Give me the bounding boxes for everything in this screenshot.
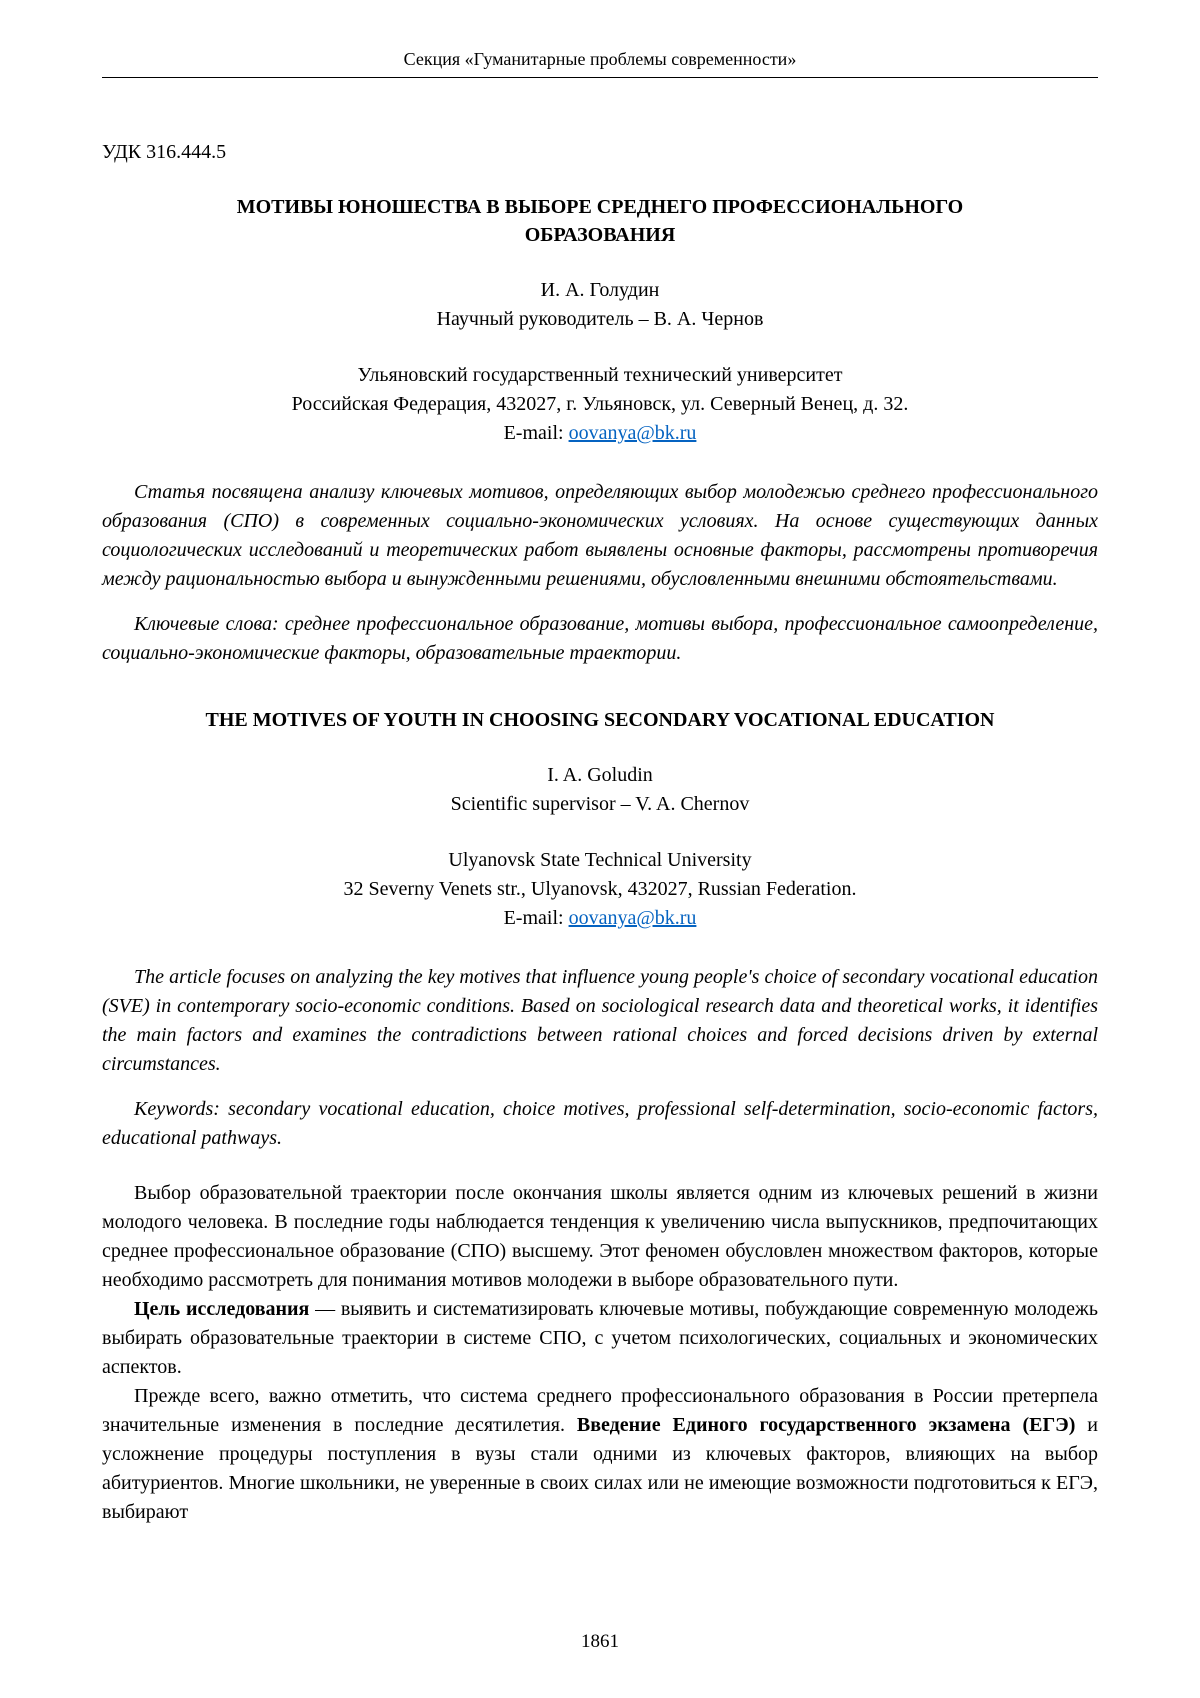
body-p3-text-b: и усложнение процедуры поступления в вузы стали одними из ключевых факторов, влияющих на выбор абитуриентов. Многие школьники, не уверенные в своих силах или не имеющие возможности подготовиться к ЕГЭ, выбирают: [102, 1414, 1098, 1524]
authors-ru-block: [102, 276, 1098, 334]
article-title-en: THE MOTIVES OF YOUTH IN CHOOSING SECONDARY VOCATIONAL EDUCATION: [205, 709, 995, 732]
body-paragraph-1: Выбор образовательной траектории после окончания школы является одним из ключевых решений в жизни молодого человека. В последние годы наблюдается тенденция к увеличению числа выпускников, предпочитающих среднее профессиональное образование (СПО) высшему. Этот феномен обусловлен множеством факторов, которые необходимо рассмотреть для понимания мотивов молодежи в выборе образовательного пути.: [102, 1182, 1098, 1292]
email-link-ru[interactable]: oovanya@bk.ru: [568, 422, 697, 445]
keywords-en: Keywords: secondary vocational education, choice motives, professional self-determination, socio-economic factors, educational pathways.: [102, 1098, 1098, 1150]
section-title: Секция «Гуманитарные проблемы современности»: [403, 49, 797, 69]
author-name-en: I. A. Goludin: [547, 764, 653, 787]
email-label-en: E-mail:: [503, 907, 569, 930]
email-line-en: [102, 904, 1098, 933]
email-label-ru: E-mail:: [503, 422, 569, 445]
body-p2-goal-label: Цель исследования: [134, 1298, 310, 1321]
supervisor-ru: Научный руководитель – В. А. Чернов: [436, 308, 764, 331]
affiliation-ru-block: [102, 361, 1098, 448]
affiliation-en-address: 32 Severny Venets str., Ulyanovsk, 432027, Russian Federation.: [343, 878, 857, 901]
affiliation-ru-address: Российская Федерация, 432027, г. Ульяновск, ул. Северный Венец, д. 32.: [291, 393, 909, 416]
body-p2-text: — выявить и систематизировать ключевые мотивы, побуждающие современную молодежь выбирать образовательные траектории в системе СПО, с учетом психологических, социальных и экономических аспектов.: [102, 1298, 1098, 1379]
body-paragraph-2: [102, 1295, 1098, 1382]
affiliation-ru-university: Ульяновский государственный технический университет: [357, 364, 843, 387]
author-name-ru: И. А. Голудин: [540, 279, 660, 302]
article-title-ru: МОТИВЫ ЮНОШЕСТВА В ВЫБОРЕ СРЕДНЕГО ПРОФЕССИОНАЛЬНОГО ОБРАЗОВАНИЯ: [236, 196, 964, 247]
body-paragraph-3: [102, 1382, 1098, 1527]
running-head: [102, 46, 1098, 78]
udc-number: УДК 316.444.5: [102, 141, 227, 164]
body-p3-ege-bold: Введение Единого государственного экзамена (ЕГЭ): [576, 1414, 1076, 1437]
email-link-en[interactable]: oovanya@bk.ru: [568, 907, 697, 930]
authors-en-block: [102, 761, 1098, 819]
abstract-en: The article focuses on analyzing the key motives that influence young people's choice of secondary vocational education (SVE) in contemporary socio-economic conditions. Based on sociological research data and theoretical works, it identifies the main factors and examines the contradictions between rational choices and forced decisions driven by external circumstances.: [102, 966, 1098, 1076]
supervisor-en: Scientific supervisor – V. A. Chernov: [450, 793, 750, 816]
body-p3-text-a: Прежде всего, важно отметить, что система среднего профессионального образования в России претерпела значительные изменения в последние десятилетия.: [102, 1385, 1098, 1437]
affiliation-en-university: Ulyanovsk State Technical University: [448, 849, 752, 872]
email-line-ru: [102, 419, 1098, 448]
affiliation-en-block: [102, 846, 1098, 933]
abstract-ru: Статья посвящена анализу ключевых мотивов, определяющих выбор молодежью среднего профессионального образования (СПО) в современных социально-экономических условиях. На основе существующих данных социологических исследований и теоретических работ выявлены основные факторы, рассмотрены противоречия между рациональностью выбора и вынужденными решениями, обусловленными внешними обстоятельствами.: [102, 481, 1098, 591]
page-number: 1861: [581, 1631, 619, 1653]
keywords-ru: Ключевые слова: среднее профессиональное образование, мотивы выбора, профессиональное самоопределение, социально-экономические факторы, образовательные траектории.: [102, 613, 1098, 665]
